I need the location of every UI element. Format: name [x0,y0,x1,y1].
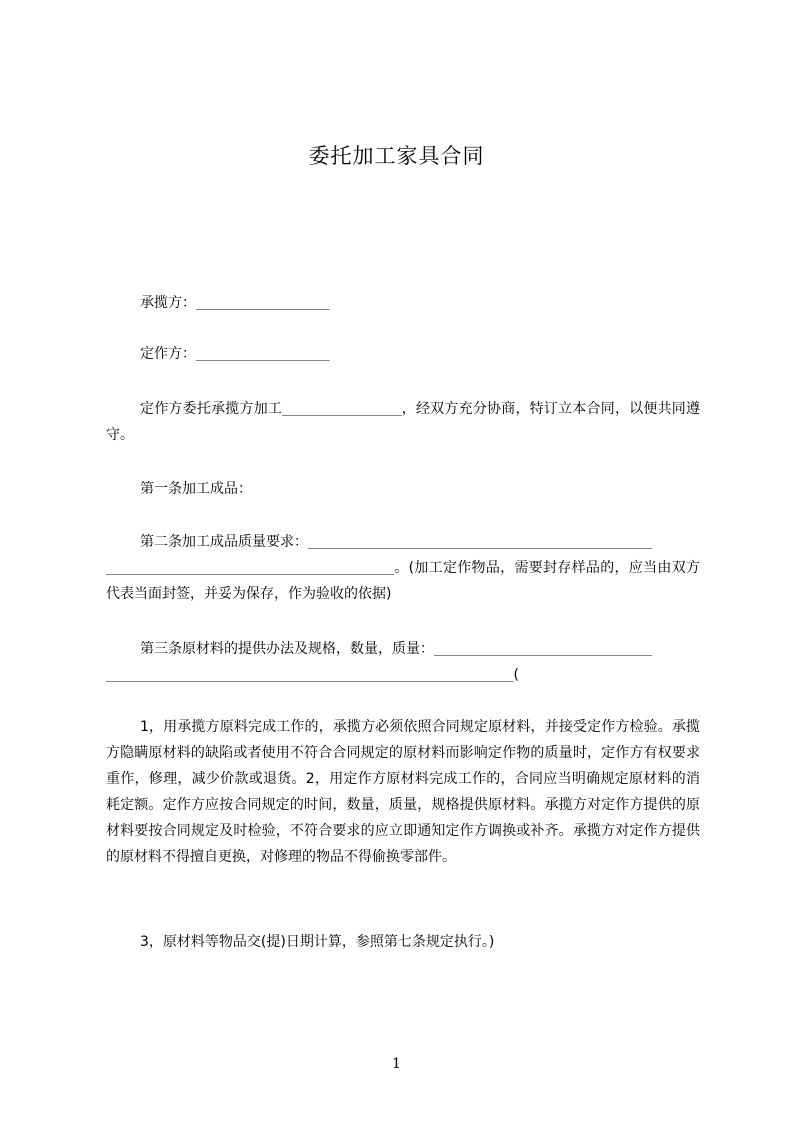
contractor-line [106,290,700,316]
article1-heading: 第一条加工成品： [140,481,252,497]
article3-blank-line2: __________________________________________________________ [106,668,514,682]
page-number: 1 [392,1056,401,1072]
article3-paragraph [106,636,700,688]
contractor-label: 承揽方： [140,295,196,311]
intro-blank: _________________ [282,402,402,416]
clause-3-paragraph: 3，原材料等物品交(提)日期计算，参照第七条规定执行。) [140,934,495,950]
article2-blank-line2: _________________________________________ [106,561,395,575]
article2-text: 。(加工定作物品，需要封存样品的，应当由双方代表当面封签，并妥为保存，作为验收的依据) [106,560,700,602]
contractor-blank: ___________________ [196,296,330,310]
intro-text-after: ，经双方充分协商，特订立本合同，以便共同遵守。 [106,401,701,443]
article3-trailing: ( [513,667,519,683]
article2-blank-line1: _________________________________________________ [308,535,653,549]
article2-heading: 第二条加工成品质量要求： [140,534,308,550]
intro-text-before: 定作方委托承揽方加工 [140,401,283,417]
clause-1-2-paragraph: 1，用承揽方原料完成工作的，承揽方必须依照合同规定原材料，并接受定作方检验。承揽方隐瞒原材料的缺陷或者使用不符合合同规定的原材料而影响定作物的质量时，定作方有权要求重作，修理，减少价款或退货。2，用定作方原材料完成工作的，合同应当明确规定原材料的消耗定额。定作方应按合同规定的时间，数量，质量，规格提供原材料。承揽方对定作方提供的原材料要按合同规定及时检验，不符合要求的应立即通知定作方调换或补齐。承揽方对定作方提供的原材料不得擅自更换，对修理的物品不得偷换零部件。 [106,719,700,865]
orderer-line [106,341,700,367]
document-title: 委托加工家具合同 [308,144,485,168]
intro-paragraph [106,396,700,448]
article3-blank-line1: _______________________________ [434,642,652,656]
article3-heading: 第三条原材料的提供办法及规格，数量，质量： [140,641,434,657]
article2-paragraph [106,529,700,607]
orderer-label: 定作方： [140,346,196,362]
orderer-blank: ___________________ [196,347,330,361]
